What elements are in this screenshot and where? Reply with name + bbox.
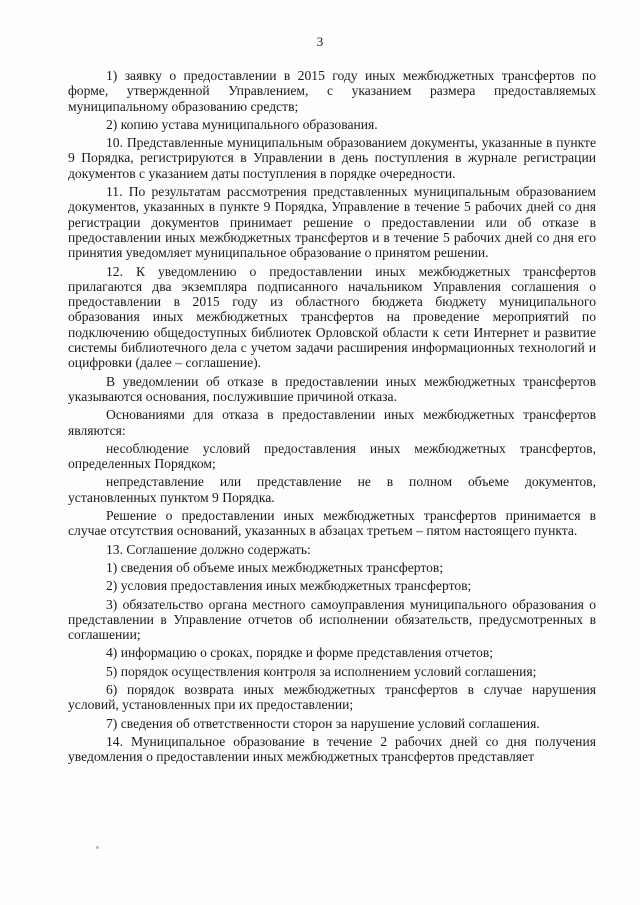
paragraph-13-item-3: 3) обязательство органа местного самоуправления муниципального образования о представлении в Управление отчетов об исполнении обязательств, предусмотренных в соглашении; bbox=[68, 596, 596, 643]
paragraph-13-item-4: 4) информацию о сроках, порядке и форме представления отчетов; bbox=[106, 645, 494, 661]
paragraph-14: 14. Муниципальное образование в течение 2 рабочих дней со дня получения уведомления о предоставлении иных межбюджетных трансфертов представляет bbox=[68, 733, 596, 765]
paragraph-13-item-7: 7) сведения об ответственности сторон за нарушение условий соглашения. bbox=[106, 715, 540, 731]
paragraph-11: 11. По результатам рассмотрения представленных муниципальным образованием документов, указанных в пункте 9 Порядка, Управление в течение 5 рабочих дней со дня регистрации документов принимает решение о предоставлении или об отказе в предоставлении иных межбюджетных трансфертов и в течение 5 рабочих дней со дня его принятия уведомляет муниципальное образование о принятом решении. bbox=[68, 184, 596, 261]
paragraph-ground-noncompliance: несоблюдение условий предоставления иных межбюджетных трансфертов, определенных Порядком; bbox=[68, 440, 596, 472]
paragraph-10: 10. Представленные муниципальным образованием документы, указанные в пункте 9 Порядка, регистрируются в Управлении в день поступления в журнале регистрации документов с указанием даты поступления в порядке очередности. bbox=[68, 135, 596, 181]
paragraph-decision: Решение о предоставлении иных межбюджетных трансфертов принимается в случае отсутствия оснований, указанных в абзацах третьем – пятом настоящего пункта. bbox=[68, 508, 596, 539]
paragraph-ground-missing-documents: непредставление или представление не в полном объеме документов, установленных пунктом 9 Порядка. bbox=[68, 474, 596, 505]
paragraph-12: 12. К уведомлению о предоставлении иных межбюджетных трансфертов прилагаются два экземпляра подписанного начальником Управления соглашения о предоставлении в 2015 году из областного бюджета бюджету муниципального образования иных межбюджетных трансфертов на проведение мероприятий по подключению общедоступных библиотек Орловской области к сети Интернет и развитие системы библиотечного дела с учетом задачи расширения информационных технологий и оцифровки (далее – соглашение). bbox=[68, 263, 596, 371]
paragraph-13-item-5: 5) порядок осуществления контроля за исполнением условий соглашения; bbox=[106, 663, 537, 679]
paragraph-item-1-application: 1) заявку о предоставлении в 2015 году иных межбюджетных трансфертов по форме, утвержденной Управлением, с указанием размера предоставляемых муниципальному образованию средств; bbox=[68, 68, 596, 114]
paragraph-refusal-notice: В уведомлении об отказе в предоставлении иных межбюджетных трансфертов указываются основания, послужившие причиной отказа. bbox=[68, 373, 596, 404]
paragraph-refusal-grounds: Основаниями для отказа в предоставлении иных межбюджетных трансфертов являются: bbox=[68, 407, 596, 438]
page-number: 3 bbox=[316, 34, 324, 49]
paragraph-13: 13. Соглашение должно содержать: bbox=[106, 541, 311, 557]
paragraph-13-item-1: 1) сведения об объеме иных межбюджетных трансфертов; bbox=[106, 559, 444, 575]
document-body bbox=[68, 68, 596, 767]
paragraph-13-item-6: 6) порядок возврата иных межбюджетных трансфертов в случае нарушения условий, установленных при их предоставлении; bbox=[68, 681, 596, 713]
paragraph-13-item-2: 2) условия предоставления иных межбюджетных трансфертов; bbox=[106, 578, 472, 594]
paragraph-item-2-charter: 2) копию устава муниципального образования. bbox=[106, 116, 378, 132]
scan-dot bbox=[96, 846, 99, 849]
